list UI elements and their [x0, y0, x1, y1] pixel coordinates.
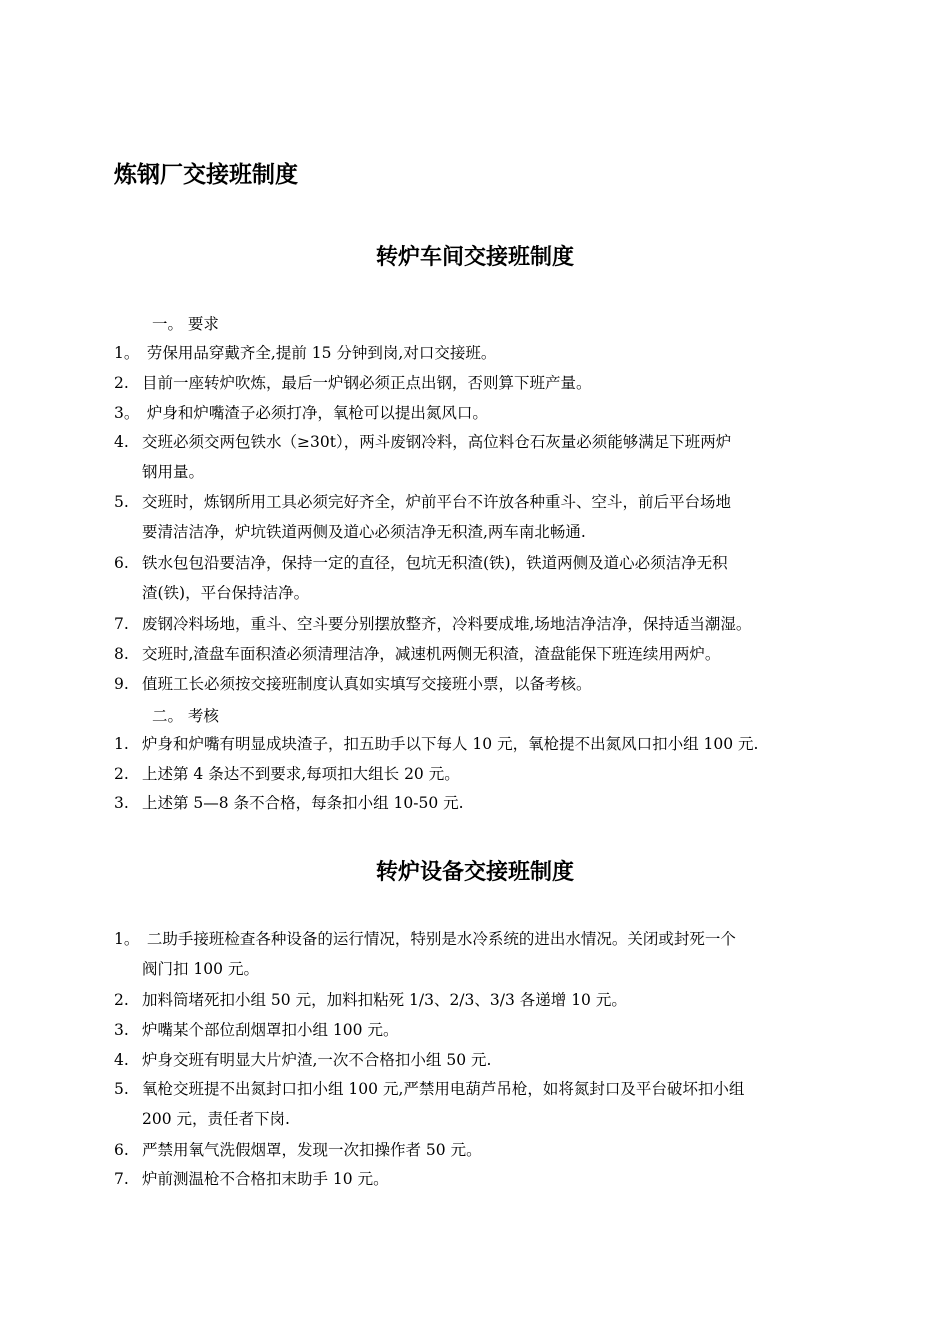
assessment-item	[114, 788, 904, 818]
item-number: 2.	[114, 991, 129, 1009]
document-title: 炼钢厂交接班制度	[114, 162, 298, 188]
item-text: 氧枪交班提不出氮封口扣小组 100 元,严禁用电葫芦吊枪，如将氮封口及平台破坏扣小组	[142, 1080, 745, 1098]
item-number: 2.	[114, 765, 129, 783]
item-number: 3.	[114, 794, 129, 812]
assessment-item	[114, 729, 904, 759]
section-title-converter-equipment: 转炉设备交接班制度	[375, 860, 574, 885]
item-text-continuation: 钢用量。	[142, 463, 205, 481]
item-number: 4.	[114, 1051, 129, 1069]
item-number: 1.	[114, 735, 129, 753]
equipment-item	[114, 924, 904, 984]
item-number: 6.	[114, 1141, 129, 1159]
equipment-item	[114, 1045, 904, 1075]
section-title-converter-workshop: 转炉车间交接班制度	[375, 245, 574, 270]
item-number: 5.	[114, 493, 129, 511]
item-text: 废钢冷料场地，重斗、空斗要分别摆放整齐，冷料要成堆,场地洁净洁净，保持适当潮湿。	[142, 615, 752, 633]
item-number: 6.	[114, 554, 129, 572]
item-number: 9.	[114, 675, 129, 693]
item-text: 炉嘴某个部位刮烟罩扣小组 100 元。	[142, 1021, 399, 1039]
item-text-continuation: 渣(铁)，平台保持洁净。	[142, 584, 310, 602]
requirements-heading: 一。 要求	[152, 315, 219, 333]
item-text-continuation: 200 元，责任者下岗.	[142, 1110, 290, 1128]
item-text: 炉身和炉嘴有明显成块渣子，扣五助手以下每人 10 元，氧枪提不出氮风口扣小组 100 元.	[142, 735, 759, 753]
item-number: 5.	[114, 1080, 129, 1098]
item-number: 7.	[114, 615, 129, 633]
equipment-item	[114, 1015, 904, 1045]
requirement-item	[114, 669, 904, 699]
item-text: 二助手接班检查各种设备的运行情况，特别是水冷系统的进出水情况。关闭或封死一个	[142, 930, 736, 948]
requirement-item	[114, 427, 904, 487]
item-text: 交班时，炼钢所用工具必须完好齐全，炉前平台不许放各种重斗、空斗，前后平台场地	[142, 493, 732, 511]
requirement-item	[114, 609, 904, 639]
item-text: 劳保用品穿戴齐全,提前 15 分钟到岗,对口交接班。	[142, 344, 497, 362]
item-text: 炉身交班有明显大片炉渣,一次不合格扣小组 50 元.	[142, 1051, 492, 1069]
requirement-item	[114, 548, 904, 608]
item-text: 上述第 4 条达不到要求,每项扣大组长 20 元。	[142, 765, 460, 783]
item-number: 1。	[114, 344, 140, 362]
item-text: 上述第 5—8 条不合格，每条扣小组 10-50 元.	[142, 794, 464, 812]
item-text: 交班时,渣盘车面积渣必须清理洁净，减速机两侧无积渣，渣盘能保下班连续用两炉。	[142, 645, 721, 663]
equipment-item	[114, 985, 904, 1015]
equipment-item	[114, 1164, 904, 1194]
item-text-continuation: 阀门扣 100 元。	[142, 960, 259, 978]
equipment-item	[114, 1135, 904, 1165]
requirement-item	[114, 487, 904, 547]
equipment-item	[114, 1074, 904, 1134]
item-text: 铁水包包沿要洁净，保持一定的直径，包坑无积渣(铁)，铁道两侧及道心必须洁净无积	[142, 554, 728, 572]
item-number: 7.	[114, 1170, 129, 1188]
requirement-item	[114, 338, 904, 368]
requirement-item	[114, 368, 904, 398]
item-number: 2.	[114, 374, 129, 392]
assessment-heading: 二。 考核	[152, 707, 219, 725]
item-number: 1。	[114, 930, 140, 948]
requirement-item	[114, 639, 904, 669]
item-number: 4.	[114, 433, 129, 451]
item-text: 目前一座转炉吹炼，最后一炉钢必须正点出钢，否则算下班产量。	[142, 374, 592, 392]
item-number: 3。	[114, 404, 140, 422]
item-text-continuation: 要清洁洁净，炉坑铁道两侧及道心必须洁净无积渣,两车南北畅通.	[142, 523, 586, 541]
item-text: 炉身和炉嘴渣子必须打净，氧枪可以提出氮风口。	[142, 404, 488, 422]
item-text: 值班工长必须按交接班制度认真如实填写交接班小票，以备考核。	[142, 675, 592, 693]
item-text: 炉前测温枪不合格扣末助手 10 元。	[142, 1170, 389, 1188]
requirement-item	[114, 398, 904, 428]
item-number: 8.	[114, 645, 129, 663]
item-number: 3.	[114, 1021, 129, 1039]
item-text: 交班必须交两包铁水（≥30t），两斗废钢冷料，高位料仓石灰量必须能够满足下班两炉	[142, 433, 732, 451]
item-text: 加料筒堵死扣小组 50 元，加料扣粘死 1/3、2/3、3/3 各递增 10 元。	[142, 991, 627, 1009]
assessment-item	[114, 759, 904, 789]
item-text: 严禁用氧气洗假烟罩，发现一次扣操作者 50 元。	[142, 1141, 482, 1159]
